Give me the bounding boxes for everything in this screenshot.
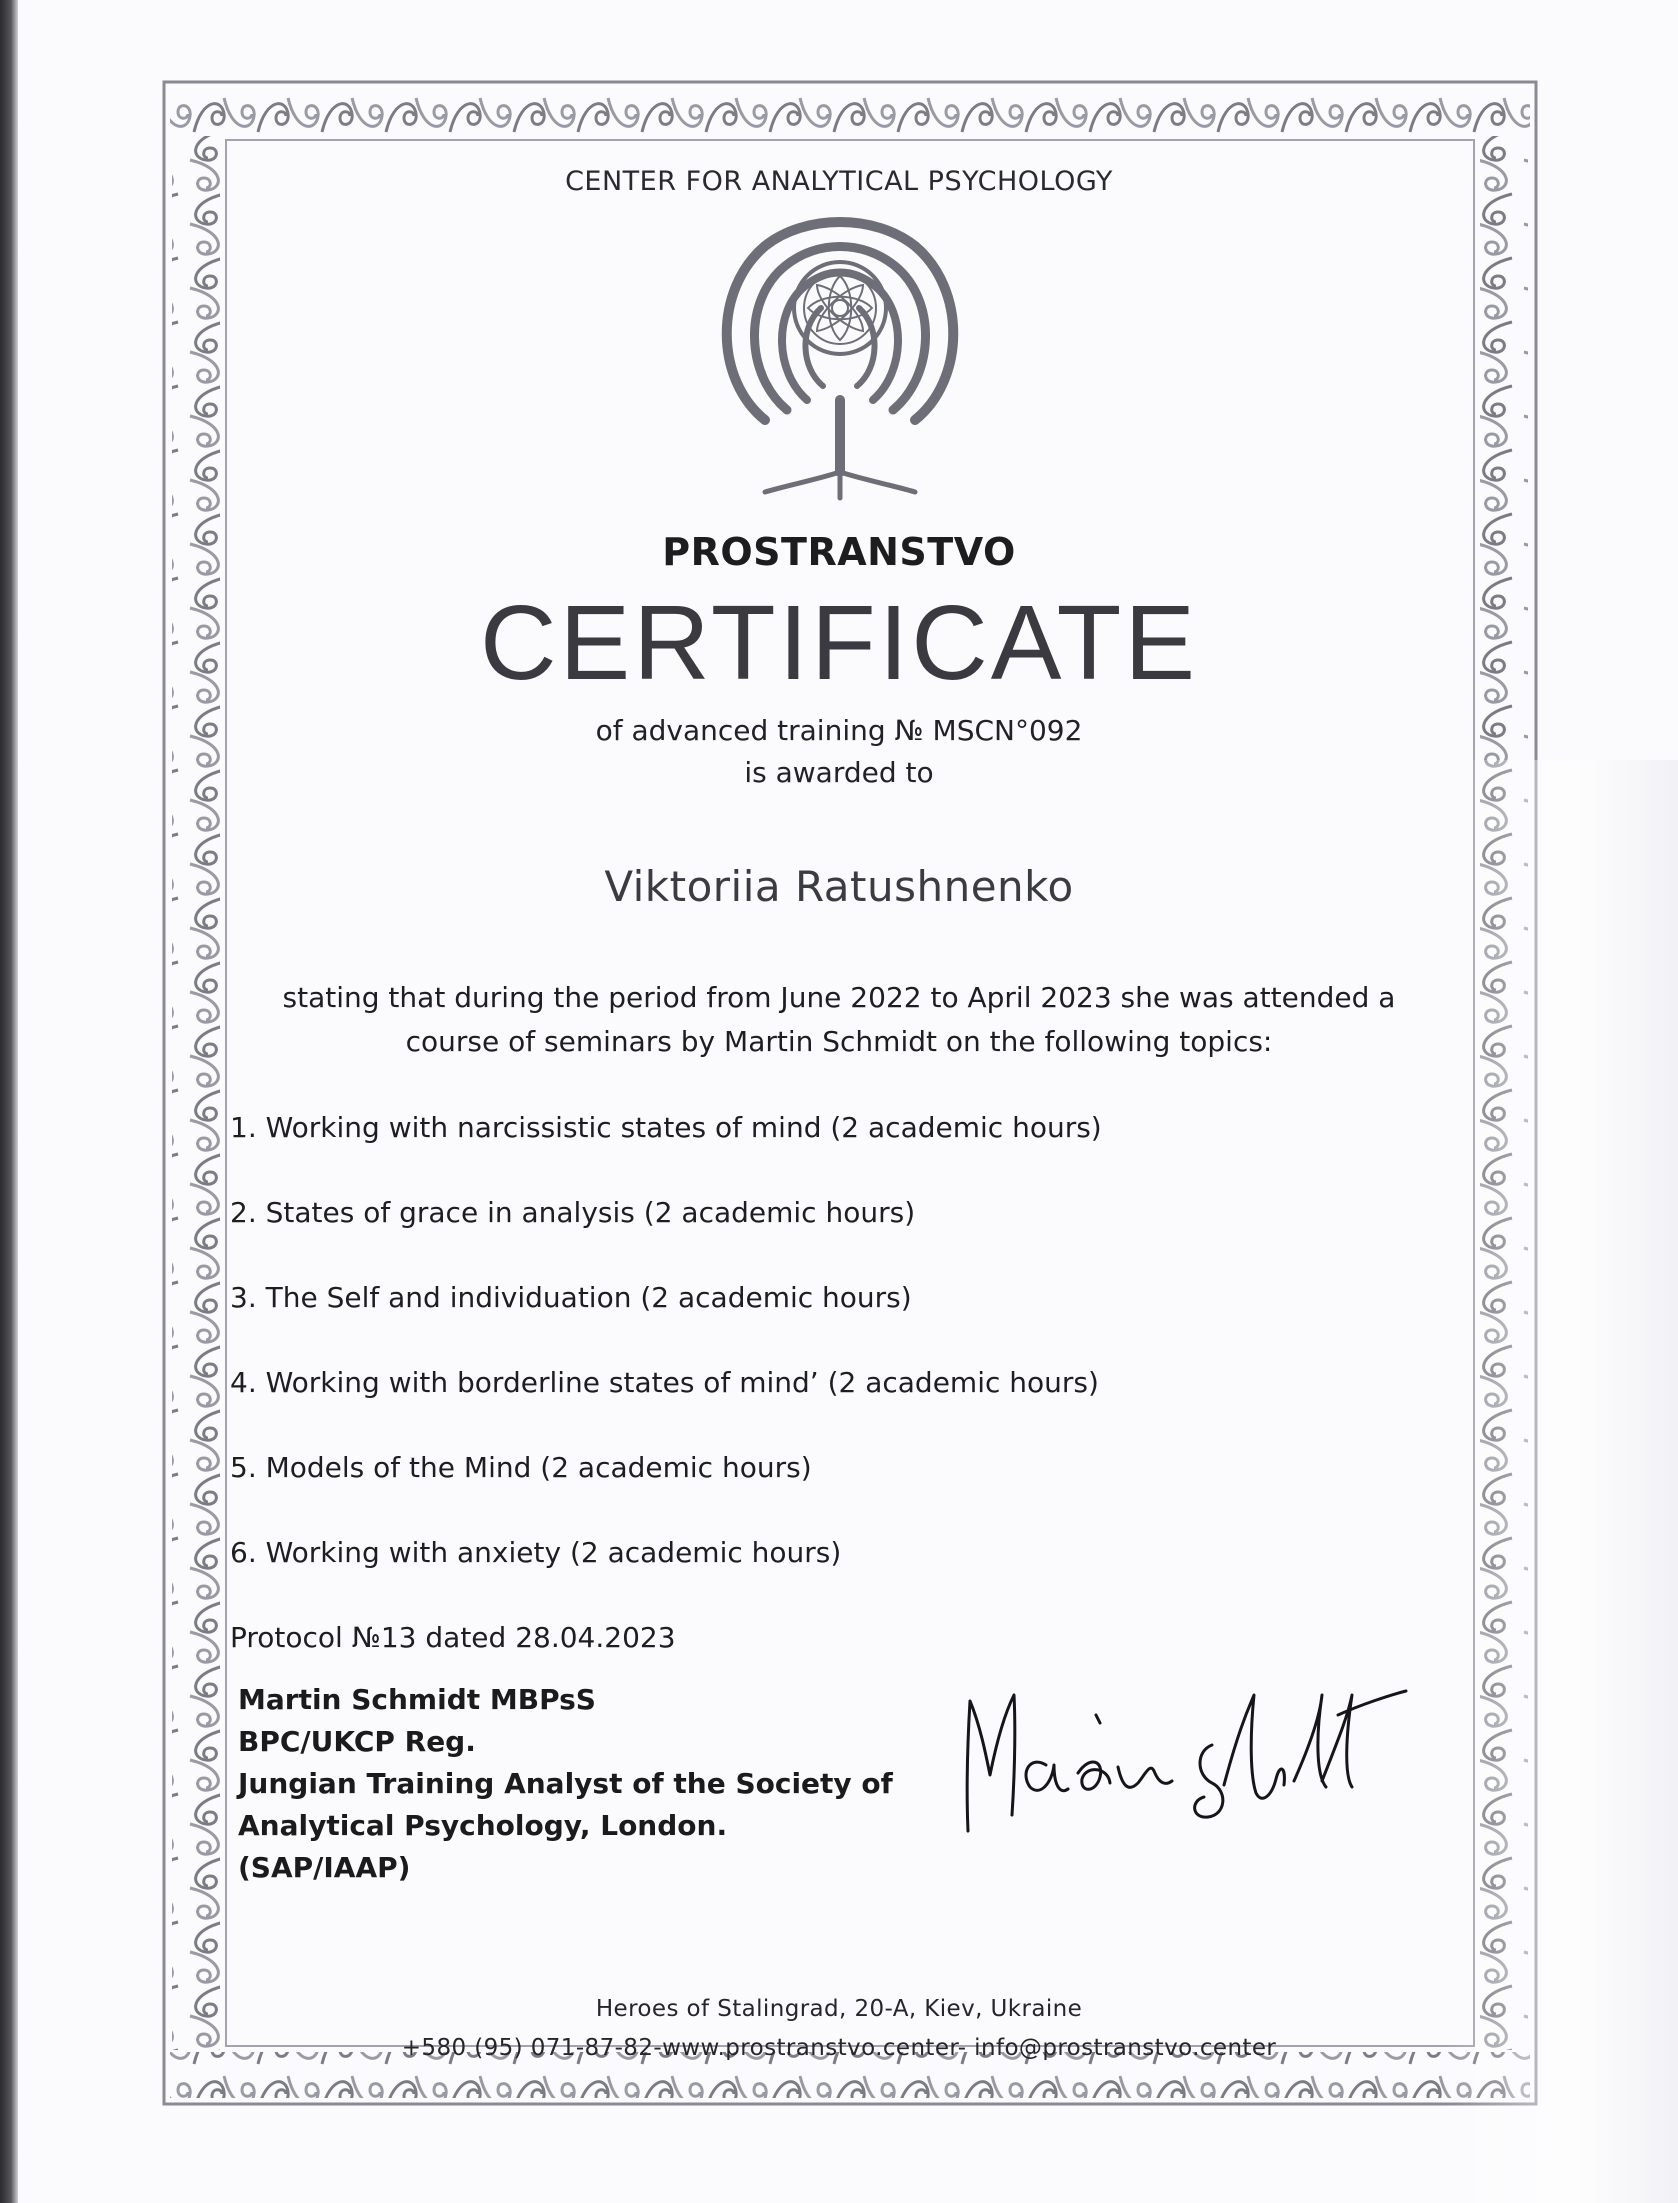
- signer-line: Martin Schmidt MBPsS: [238, 1683, 596, 1716]
- brand-name: PROSTRANSTVO: [662, 530, 1016, 574]
- signer-line: BPC/UKCP Reg.: [238, 1725, 476, 1758]
- topic-item: 3. The Self and individuation (2 academic hours): [230, 1281, 912, 1314]
- handwritten-signature: [950, 1655, 1410, 1855]
- signer-line: Analytical Psychology, London.: [238, 1809, 728, 1842]
- protocol-line: Protocol №13 dated 28.04.2023: [230, 1621, 676, 1654]
- footer-contacts: +580 (95) 071-87-82-www.prostranstvo.center- info@prostranstvo.center: [401, 2035, 1277, 2061]
- org-name: CENTER FOR ANALYTICAL PSYCHOLOGY: [565, 166, 1113, 197]
- statement-line-2: course of seminars by Martin Schmidt on the following topics:: [405, 1025, 1273, 1058]
- topic-item: 5. Models of the Mind (2 academic hours): [230, 1451, 812, 1484]
- recipient-name: Viktoriia Ratushnenko: [604, 862, 1074, 911]
- certificate-number: of advanced training № MSCN°092: [595, 714, 1083, 747]
- topic-item: 1. Working with narcissistic states of mind (2 academic hours): [230, 1111, 1102, 1144]
- topic-item: 2. States of grace in analysis (2 academic hours): [230, 1196, 916, 1229]
- tree-mandala-logo-icon: [705, 210, 975, 506]
- certificate-title: CERTIFICATE: [479, 584, 1199, 702]
- statement-line-1: stating that during the period from June 2022 to April 2023 she was attended a: [282, 981, 1396, 1014]
- topic-item: 6. Working with anxiety (2 academic hours): [230, 1536, 842, 1569]
- topic-item: 4. Working with borderline states of mind’ (2 academic hours): [230, 1366, 1099, 1399]
- footer-address: Heroes of Stalingrad, 20-A, Kiev, Ukraine: [595, 1996, 1083, 2022]
- awarded-to-label: is awarded to: [744, 756, 934, 789]
- signer-line: (SAP/IAAP): [238, 1851, 411, 1884]
- signer-block: [238, 1679, 893, 1889]
- signer-line: Jungian Training Analyst of the Society of: [238, 1767, 893, 1800]
